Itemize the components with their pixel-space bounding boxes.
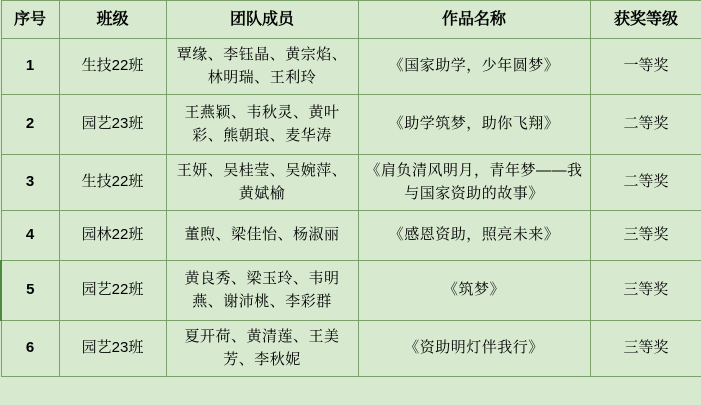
cell-no: 5 — [1, 261, 59, 321]
cell-title: 《资助明灯伴我行》 — [358, 321, 590, 377]
cell-class: 园艺23班 — [59, 95, 166, 155]
cell-no: 1 — [1, 39, 59, 95]
table-row — [1, 155, 701, 211]
column-header-level: 获奖等级 — [590, 1, 701, 39]
column-header-members: 团队成员 — [166, 1, 358, 39]
table-row — [1, 211, 701, 261]
cell-members: 王妍、吴桂莹、吴婉萍、黄娬榆 — [166, 155, 358, 211]
cell-members: 董煦、梁佳怡、杨淑丽 — [166, 211, 358, 261]
cell-level: 三等奖 — [590, 211, 701, 261]
cell-members: 夏开荷、黄清莲、王美芳、李秋妮 — [166, 321, 358, 377]
table-body — [1, 39, 701, 377]
table-header — [1, 1, 701, 39]
cell-level: 二等奖 — [590, 155, 701, 211]
cell-title: 《感恩资助，照亮未来》 — [358, 211, 590, 261]
cell-members: 王燕颖、韦秋灵、黄叶彩、熊朝琅、麦华涛 — [166, 95, 358, 155]
column-header-title: 作品名称 — [358, 1, 590, 39]
table-row — [1, 95, 701, 155]
column-header-no: 序号 — [1, 1, 59, 39]
column-header-class: 班级 — [59, 1, 166, 39]
cell-level: 二等奖 — [590, 95, 701, 155]
cell-no: 2 — [1, 95, 59, 155]
cell-level: 三等奖 — [590, 261, 701, 321]
cell-title: 《助学筑梦，助你飞翔》 — [358, 95, 590, 155]
cell-title: 《肩负清风明月，青年梦——我与国家资助的故事》 — [358, 155, 590, 211]
cell-no: 3 — [1, 155, 59, 211]
table-row-selected — [1, 261, 701, 321]
cell-class: 园艺22班 — [59, 261, 166, 321]
table-header-row — [1, 1, 701, 39]
cell-class: 生技22班 — [59, 155, 166, 211]
cell-class: 园艺23班 — [59, 321, 166, 377]
table-row — [1, 321, 701, 377]
cell-level: 一等奖 — [590, 39, 701, 95]
cell-title: 《筑梦》 — [358, 261, 590, 321]
cell-no: 4 — [1, 211, 59, 261]
cell-no: 6 — [1, 321, 59, 377]
cell-class: 生技22班 — [59, 39, 166, 95]
cell-class: 园林22班 — [59, 211, 166, 261]
cell-level: 三等奖 — [590, 321, 701, 377]
cell-members: 黄良秀、梁玉玲、韦明燕、谢沛桃、李彩群 — [166, 261, 358, 321]
table-row — [1, 39, 701, 95]
cell-title: 《国家助学，少年圆梦》 — [358, 39, 590, 95]
cell-members: 覃缘、李钰晶、黄宗焰、林明瑞、王利玲 — [166, 39, 358, 95]
